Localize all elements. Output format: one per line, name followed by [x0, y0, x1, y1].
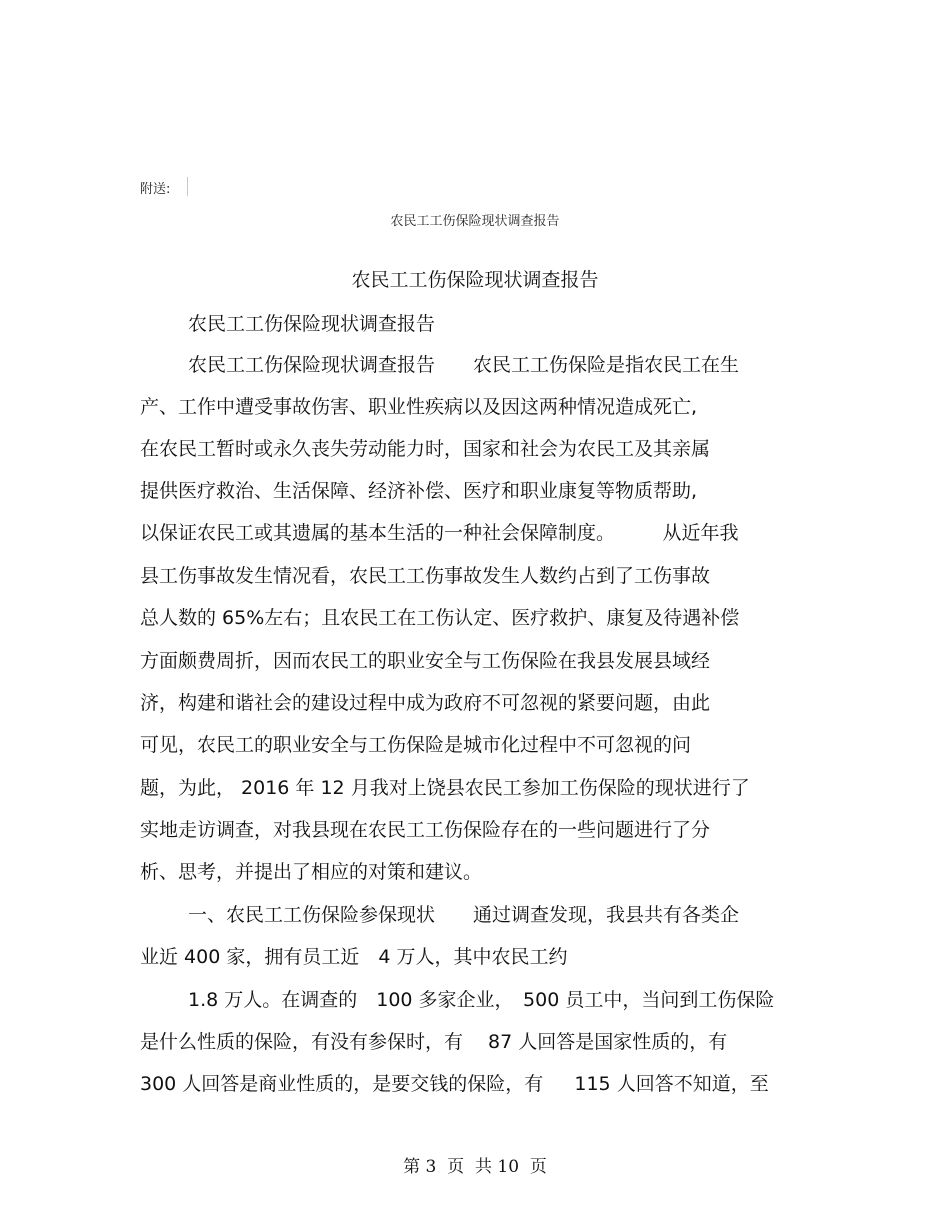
body-line: 300 人回答是商业性质的，是要交钱的保险，有 115 人回答不知道，至 [140, 1073, 769, 1095]
body-line: 题，为此， 2016 年 12 月我对上饶县农民工参加工伤保险的现状进行了 [140, 777, 750, 799]
body-line: 提供医疗救治、生活保障、经济补偿、医疗和职业康复等物质帮助, [140, 480, 698, 502]
body-line: 可见，农民工的职业安全与工伤保险是城市化过程中不可忽视的问 [140, 734, 692, 756]
body-line: 县工伤事故发生情况看，农民工工伤事故发生人数约占到了工伤事故 [140, 565, 711, 587]
report-subtitle: 农民工工伤保险现状调查报告 [188, 313, 436, 335]
body-line: 产、工作中遭受事故伤害、职业性疾病以及因这两种情况造成死亡, [140, 396, 698, 418]
text-cursor-divider [187, 177, 188, 196]
body-line: 1.8 万人。在调查的 100 多家企业， 500 员工中，当问到工伤保险 [188, 989, 775, 1011]
body-line: 农民工工伤保险现状调查报告 农民工工伤保险是指农民工在生 [188, 354, 740, 376]
body-line: 方面颇费周折，因而农民工的职业安全与工伤保险在我县发展县域经 [140, 650, 711, 672]
body-line: 济，构建和谐社会的建设过程中成为政府不可忽视的紧要问题，由此 [140, 692, 711, 714]
section-heading-line: 一、农民工工伤保险参保现状 通过调查发现，我县共有各类企 [188, 904, 740, 926]
body-line: 总人数的 65%左右；且农民工在工伤认定、医疗救护、康复及待遇补偿 [140, 607, 740, 629]
document-header-title: 农民工工伤保险现状调查报告 [390, 214, 560, 229]
body-line: 在农民工暂时或永久丧失劳动能力时，国家和社会为农民工及其亲属 [140, 438, 711, 460]
body-line: 业近 400 家，拥有员工近 4 万人，其中农民工约 [140, 946, 568, 968]
body-line: 以保证农民工或其遗属的基本生活的一种社会保障制度。 从近年我 [140, 522, 739, 544]
body-line: 是什么性质的保险，有没有参保时，有 87 人回答是国家性质的，有 [140, 1031, 728, 1053]
page-number-footer: 第 3 页 共 10 页 [403, 1157, 547, 1177]
attachment-label: 附送: [140, 182, 171, 197]
page-title: 农民工工伤保险现状调查报告 [351, 269, 599, 291]
body-line: 实地走访调查，对我县现在农民工工伤保险存在的一些问题进行了分 [140, 819, 711, 841]
body-line: 析、思考，并提出了相应的对策和建议。 [140, 861, 483, 883]
